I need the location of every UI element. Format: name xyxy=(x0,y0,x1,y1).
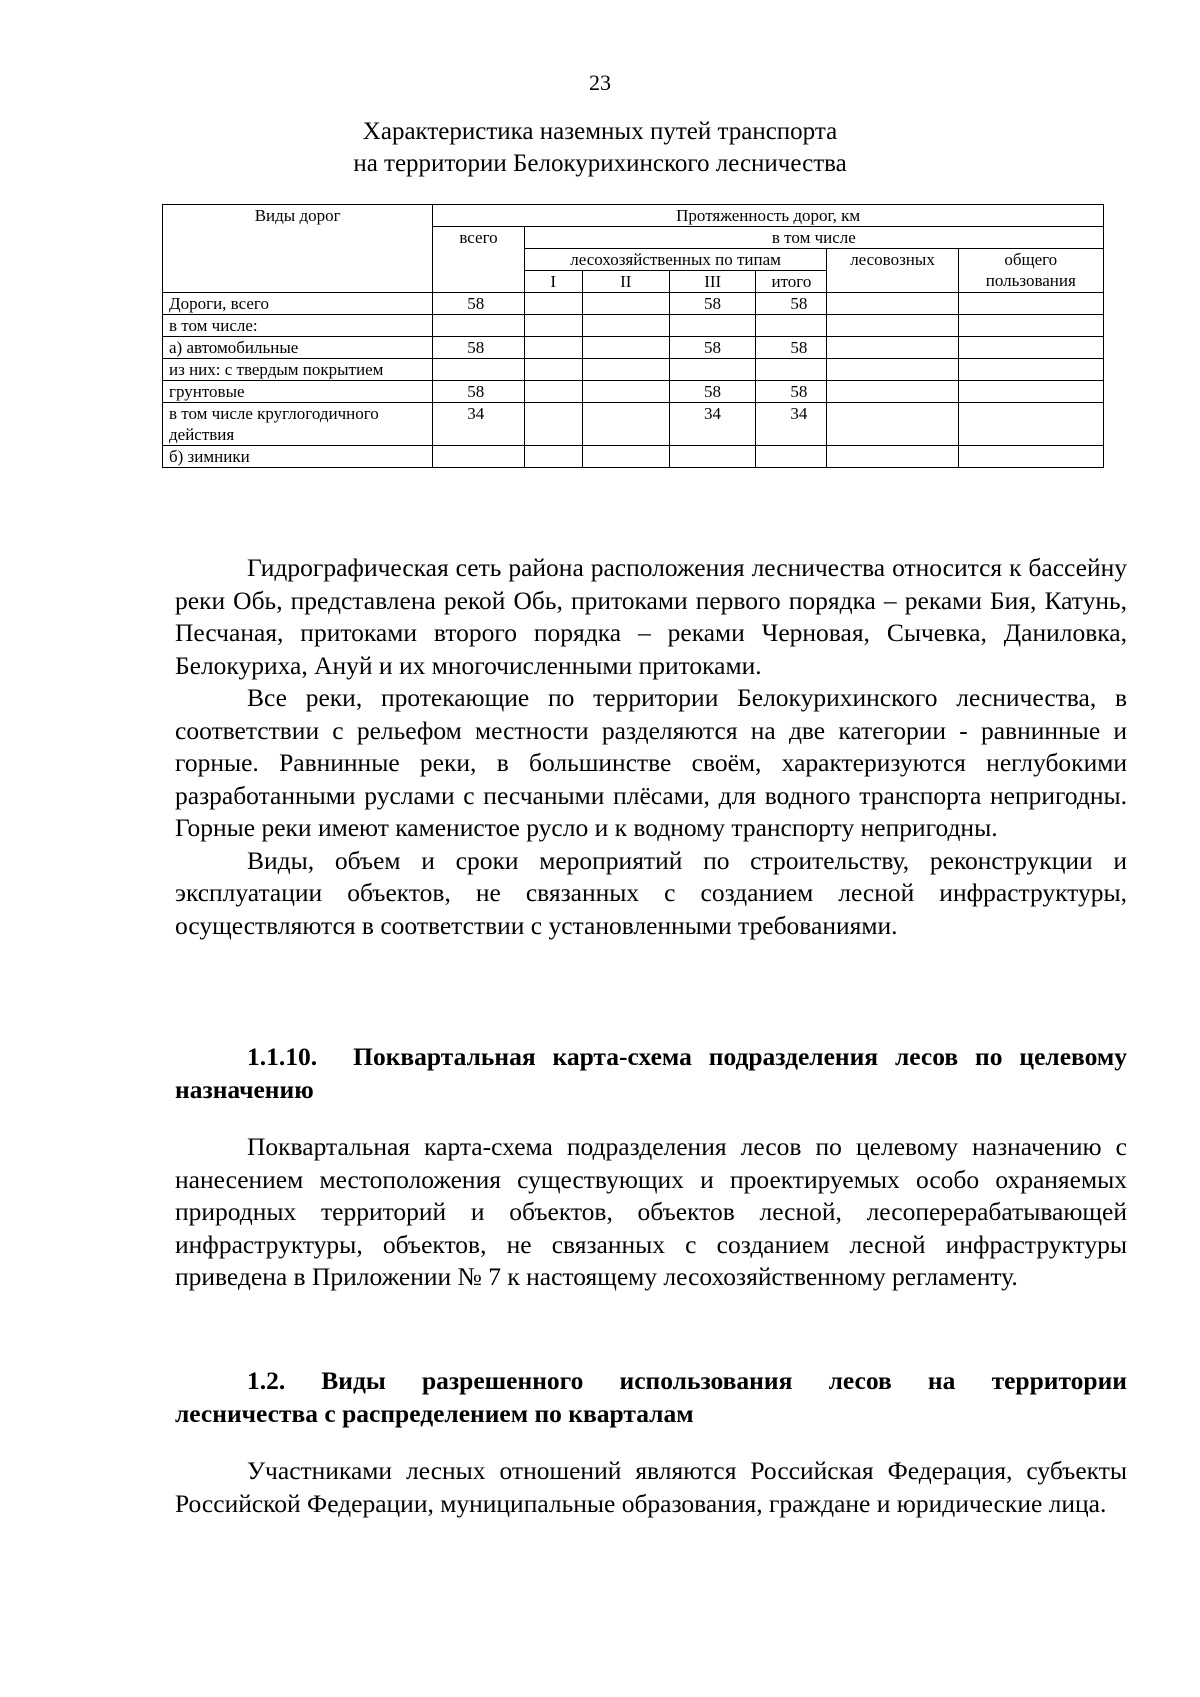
header-forestry-by-type: лесохозяйственных по типам xyxy=(524,249,827,271)
paragraph-hydrography: Гидрографическая сеть района расположения лесничества относится к бассейну реки Обь, представлена рекой Обь, притоками первого порядка – реками Бия, Катунь, Песчаная, притоками второго порядка – реками Черновая, Сычевка, Даниловка, Белокуриха, Ануй и их многочисленными притоками. xyxy=(175,553,1127,680)
section-heading-1-1-10 xyxy=(175,1041,1127,1106)
cell-public xyxy=(958,381,1103,403)
cell-logging xyxy=(827,293,958,315)
table-row xyxy=(163,381,1104,403)
paragraph-rivers: Все реки, протекающие по территории Белокурихинского лесничества, в соответствии с рельефом местности разделяются на две категории - равнинные и горные. Равнинные реки, в большинстве своём, характеризуются неглубокими разработанными руслами с песчаными плёсами, для водного транспорта непригодны. Горные реки имеют каменистое русло и к водному транспорту непригодны. xyxy=(175,683,1127,842)
cell-type-3 xyxy=(670,446,756,468)
header-type-3: III xyxy=(670,271,756,293)
cell-subtotal: 34 xyxy=(756,403,827,446)
section-title: Виды разрешенного использования лесов на территории лесничества с распределением по кварталам xyxy=(175,1366,1127,1428)
cell-type-3 xyxy=(670,315,756,337)
cell-type-1 xyxy=(524,381,582,403)
page-number: 23 xyxy=(589,70,611,95)
cell-public xyxy=(958,337,1103,359)
cell-total: 58 xyxy=(433,293,524,315)
row-label: в том числе круглогодичного действия xyxy=(163,403,433,446)
cell-total: 58 xyxy=(433,381,524,403)
cell-total: 34 xyxy=(433,403,524,446)
table-row xyxy=(163,359,1104,381)
table-row xyxy=(163,315,1104,337)
cell-total xyxy=(433,315,524,337)
cell-subtotal: 58 xyxy=(756,337,827,359)
cell-type-1 xyxy=(524,359,582,381)
cell-subtotal: 58 xyxy=(756,293,827,315)
roads-table xyxy=(162,204,1104,468)
header-road-types: Виды дорог xyxy=(163,205,433,293)
row-label: грунтовые xyxy=(163,381,433,403)
paragraph-map-scheme: Поквартальная карта-схема подразделения лесов по целевому назначению с нанесением местоположения существующих и проектируемых особо охраняемых природных территорий и объектов, объектов лесной, лесоперерабатывающей инфраструктуры, объектов, не связанных с созданием лесной инфраструктуры приведена в Приложении № 7 к настоящему лесохозяйственному регламенту. xyxy=(175,1132,1127,1291)
cell-public xyxy=(958,315,1103,337)
header-type-1: I xyxy=(524,271,582,293)
cell-public xyxy=(958,403,1103,446)
section-number: 1.2. xyxy=(247,1366,286,1395)
cell-logging xyxy=(827,359,958,381)
table-row xyxy=(163,446,1104,468)
row-label: б) зимники xyxy=(163,446,433,468)
cell-total xyxy=(433,446,524,468)
section-1-1-10-body xyxy=(175,1131,1127,1294)
section-number: 1.1.10. xyxy=(247,1042,318,1071)
cell-subtotal xyxy=(756,359,827,381)
paragraph-measures: Виды, объем и сроки мероприятий по строительству, реконструкции и эксплуатации объектов, не связанных с созданием лесной инфраструктуры, осуществляются в соответствии с установленными требованиями. xyxy=(175,845,1127,940)
section-title: Поквартальная карта-схема подразделения лесов по целевому назначению xyxy=(175,1042,1127,1104)
cell-public xyxy=(958,446,1103,468)
row-label: в том числе: xyxy=(163,315,433,337)
table-header-row xyxy=(163,205,1104,227)
cell-type-1 xyxy=(524,315,582,337)
body-text-block xyxy=(175,552,1127,942)
cell-type-2 xyxy=(582,293,669,315)
cell-type-2 xyxy=(582,337,669,359)
section-heading-1-2 xyxy=(175,1365,1127,1430)
cell-type-2 xyxy=(582,446,669,468)
cell-type-3: 58 xyxy=(670,381,756,403)
header-including: в том числе xyxy=(524,227,1103,249)
cell-public xyxy=(958,359,1103,381)
table-row xyxy=(163,293,1104,315)
cell-logging xyxy=(827,403,958,446)
cell-type-1 xyxy=(524,446,582,468)
cell-type-3 xyxy=(670,359,756,381)
row-label: а) автомобильные xyxy=(163,337,433,359)
paragraph-participants: Участниками лесных отношений являются Российская Федерация, субъекты Российской Федерации, муниципальные образования, граждане и юридические лица. xyxy=(175,1456,1127,1518)
header-public-use: общего пользования xyxy=(958,249,1103,293)
table-title-line-2: на территории Белокурихинского лесничества xyxy=(353,150,847,177)
cell-type-3: 58 xyxy=(670,293,756,315)
cell-subtotal: 58 xyxy=(756,381,827,403)
table-row xyxy=(163,403,1104,446)
cell-type-2 xyxy=(582,381,669,403)
table-row xyxy=(163,337,1104,359)
table-title xyxy=(0,116,1200,180)
cell-type-2 xyxy=(582,359,669,381)
cell-type-3: 34 xyxy=(670,403,756,446)
header-logging: лесовозных xyxy=(827,249,958,293)
row-label: из них: с твердым покрытием xyxy=(163,359,433,381)
header-total: всего xyxy=(433,227,524,293)
cell-total: 58 xyxy=(433,337,524,359)
cell-type-2 xyxy=(582,315,669,337)
cell-type-3: 58 xyxy=(670,337,756,359)
cell-subtotal xyxy=(756,315,827,337)
cell-type-1 xyxy=(524,337,582,359)
cell-logging xyxy=(827,446,958,468)
cell-type-1 xyxy=(524,403,582,446)
table-title-line-1: Характеристика наземных путей транспорта xyxy=(362,118,838,145)
cell-public xyxy=(958,293,1103,315)
cell-total xyxy=(433,359,524,381)
section-1-2-body xyxy=(175,1455,1127,1520)
header-type-2: II xyxy=(582,271,669,293)
cell-type-2 xyxy=(582,403,669,446)
header-length: Протяженность дорог, км xyxy=(433,205,1104,227)
cell-logging xyxy=(827,315,958,337)
cell-type-1 xyxy=(524,293,582,315)
cell-logging xyxy=(827,337,958,359)
row-label: Дороги, всего xyxy=(163,293,433,315)
cell-logging xyxy=(827,381,958,403)
header-subtotal: итого xyxy=(756,271,827,293)
cell-subtotal xyxy=(756,446,827,468)
